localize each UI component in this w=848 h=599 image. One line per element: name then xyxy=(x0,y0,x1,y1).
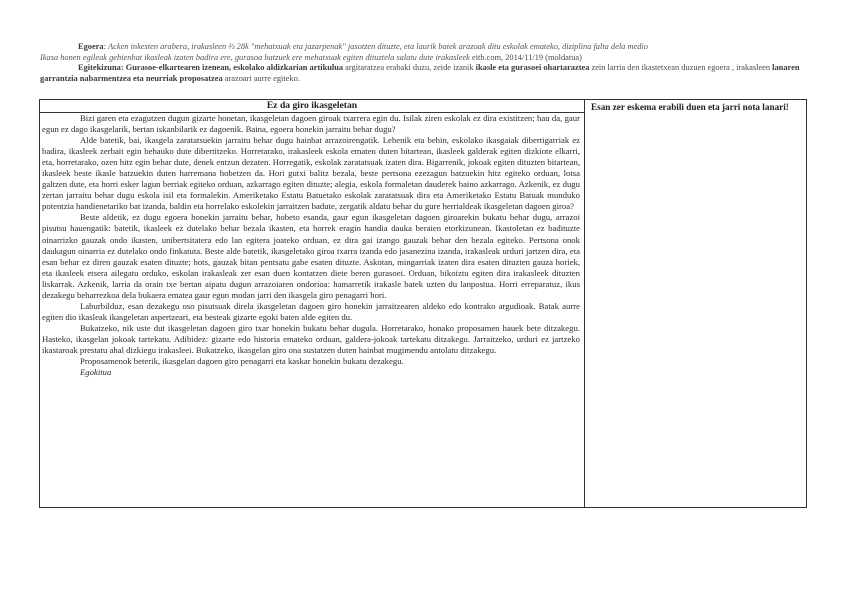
column-divider xyxy=(584,99,585,508)
essay-paragraph: Proposamenok beterik, ikasgelan dagoen giro penagarri eta kaskar honekin bukatu dezakegu. xyxy=(80,356,404,367)
task-bold-1: : Gurasoe-elkartearen izenean, eskolako aldizkarian artikulua xyxy=(120,63,344,73)
essay-signature: Egokitua xyxy=(80,367,112,378)
task-paragraph xyxy=(40,63,810,84)
situation-text: Acken inkesten arabera, irakasleen ⅔ 28k "mehatxuak eta jazarpenak" jasotzen dituzte, eta laurik batek arazoak ditu eskolak emateko, diziplina falta dela medio xyxy=(108,42,648,51)
task-header xyxy=(40,42,810,84)
task-text-1: argitaratzea erabaki duzu, zeide izanik xyxy=(343,63,476,73)
task-text-2: zein larria den ikastetxean duzuen egoera , irakasleen xyxy=(589,63,773,73)
situation-source: eitb.com, 2014/11/19 (moldatua) xyxy=(469,52,582,62)
essay-paragraph: Beste aldetik, ez dugu egoera honekin jarraitu behar, hobeto esanda, gaur egun ikasgeletan dagoen giroarekin bukatu behar dugu, arrazoi pisutsu hauengatik: batetik, ikasleek ez dutelako behar bezala ikasten, eta horrek eragin handia dauka beraien etorkizunean. Ikastoletan ez badituzte oinarrizko gauzak ondo ikasten, unibertsitatera edo lan egitera joateko orduan, ez dira gai izango gauzak behar den bezala egiteko. Pertsona onok daukagun oinarria ez dutelako ondo finkatuta. Beste alde batetik, ikasgeletako giroa txarra izanda edo jasanezina izanda, irakasleak urduri jartzen dira, eta esan behar ez diren gauzak esaten dituzte; hots, gauzak bitan pentsatu gabe esaten dituzte. Askotan, mingarriak izaten dira esaten dituzten gauza horiek, eta ikasleek etsera ailegatu orduko, eskolan irakasleak zer esan duen kontatzen diete beren gurasoei. Orduan, bikoiztu egiten dira irakasleek dituzten liskarrak. Azkenik, larria da orain txe bertan aipatu dugun arrazoiaren ondorioa: hamarretik irakasle batek uzten du lanpostua. Horri erreparatuz, ikus dezakegu beharrezkoa dela bukaera ematea gaur egun modan jarri den ikasgela giro penagarri hori. xyxy=(42,212,580,300)
situation-paragraph: Egoera: Acken inkesten arabera, irakasleen ⅔ 28k "mehatxuak eta jazarpenak" jasotzen dituzte, eta laurik batek arazoak ditu eskolak emateko, diziplina falta dela medio xyxy=(78,42,648,51)
task-bold-3: lanaren garrantzia nabarmentzea eta neurriak proposatzea xyxy=(40,63,800,83)
essay-title: Ez da giro ikasgeletan xyxy=(266,100,358,111)
essay-paragraph: Bizi garen eta ezagutzen dugun gizarte honetan, ikasgeletan dagoen giroak txarrera egin du. Isilak ziren eskolak ez dira existitzen; hau da, gaur egun ez dago ikasgelarik, bertan iskanbilarik ez dagoenik. Baina, egoera honekin jarraitu behar dugu? xyxy=(42,113,580,135)
essay-paragraph: Bukatzeko, nik uste dut ikasgeletan dagoen giro txar honekin bukatu behar dugula. Horretarako, honako proposamen hauek bete ditzakegu. Hasteko, ikasgelan jokoak tartekatu. Adibidez: gizarte edo historia emateko orduan, galdera-jokoak tartekatu ditzakegu. Jarraitzeko, urduri ez jartzeko ikastaroak prestatu ahal dizkiegu irakasleei. Bukatzeko, ikasgelan giro ona sustatzen duten hainbat mugimendu antolatu ditzakegu. xyxy=(42,322,580,355)
situation-text-2: Ikasa honen egileak gehienbat ikasleak izaten badira ere, gurasoa batzuek ere mehatxuak egiten dituztela salatu dute irakasleek xyxy=(40,52,470,62)
essay-paragraph: Laburbilduz, esan dezakegu oso pisutsuak direla ikasgeletan dagoen giro honekin jarraitzearen aldeko edo kontrako argudioak. Batak aurre egiten dio ikasleak ikasgeletan aspertzeari, eta besteak gizarte egoki baten alde egiten du. xyxy=(42,300,580,322)
situation-paragraph-continued xyxy=(40,53,810,64)
essay-body xyxy=(42,113,580,378)
evaluation-question: Esan zer eskema erabili duen eta jarri nota lanari! xyxy=(591,102,789,112)
situation-label: Egoera xyxy=(78,42,104,51)
task-bold-2: ikasle eta gurasoei ohartaraztea xyxy=(475,63,590,73)
essay-paragraph: Alde batetik, bai, ikasgela zaratatsuekin jarraitu behar dugu hainbat arrazoirengatik. Lehenik eta behin, eskolako ikasgaiak dibertigarriak ez badira, ikasleek zerbait egin behauko dute dibertitzeko. Horretarako, irakasleek eskola ematen duten bitartean, ikasleek galderak egiten dizkiote elkarri, eta, horretarako, ozen hitz egin behar dute, denek entzun dezaten. Horregatik, eskolak zaratatsuak izaten dira. Bigarrenik, jokoak egiten dituzten bitartean, ikasleek beste ikasle batzuekin duten harremana hobetzen da. Hori gutxi balitz bezala, beste pertsona ezezagun batzuekin hitz egiteko orduan, lotsa galtzen dute, eta horri esker lagun berriak egiteko orduan, azkarrago egiten dituzte; alegia, eskola formaletan dauderek baino azkarrago. Azkenik, ez dugu zertan jarraitu behar dugu eskola isil eta formalekin. Ameriketako Estatu Batuetako eskolak zaratatsuak dira eta Ameriketako Estatu Batuak munduko potentzia handienetariko bat izanda, baldin eta horrelako eskolekin jarraitzen badute, zergatik aldatu behar du gure herrialdeak ikasgeletan dagoen giroa? xyxy=(42,135,580,212)
task-label: Egitekizuna xyxy=(78,63,121,73)
task-text-3: arazoari aurre egiteko. xyxy=(222,73,300,83)
